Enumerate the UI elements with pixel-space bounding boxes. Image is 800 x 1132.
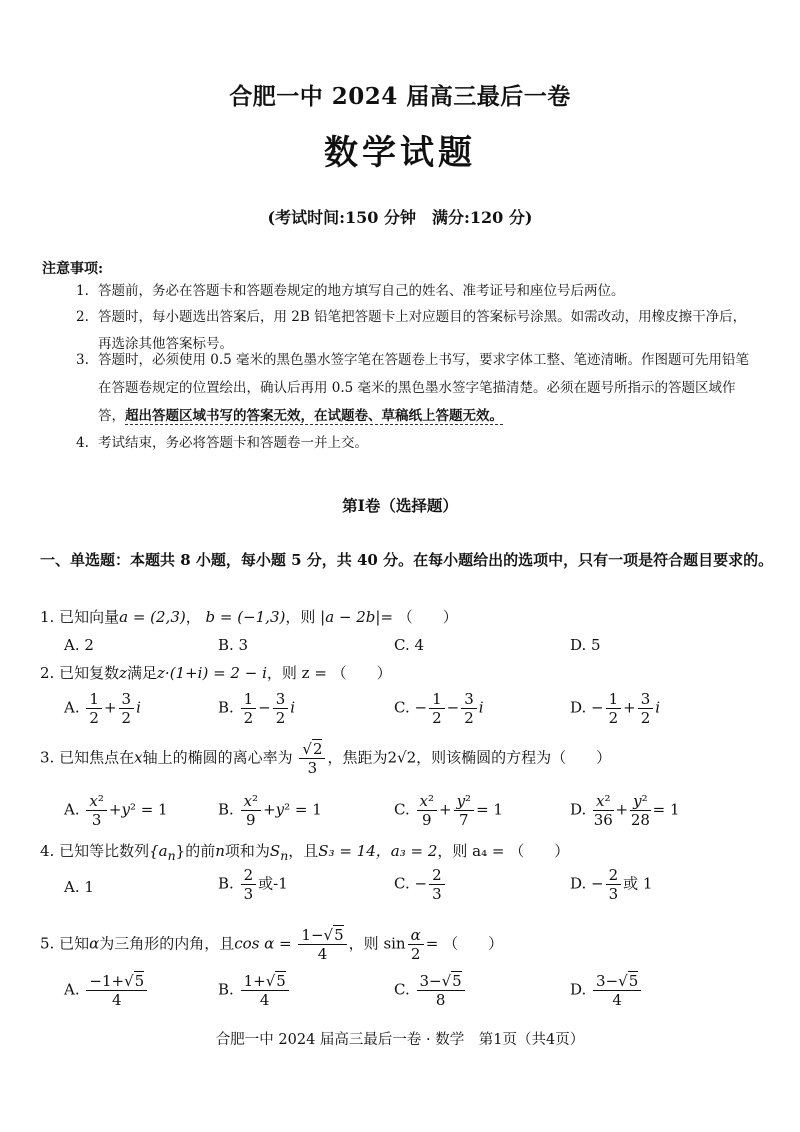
q3-option-c: C. $\frac{\text{x²}}{9}$ + $\frac{\text{y²}}{7}$ = 1 (394, 792, 503, 829)
q5-option-a: A. $\frac{-1+√5}{4}$ (64, 972, 149, 1009)
question-3: 3. 已知焦点在x轴上的椭圆的离心率为 $\frac{√2}{3}$ ，焦距为2√2，则该椭圆的方程为（ ） (40, 740, 612, 777)
q4-option-d: D. − $\frac{2}{3}$ 或 1 (570, 866, 653, 903)
q2-option-b: B. $\frac{1}{2}$ − $\frac{3}{2}$ i (218, 690, 296, 727)
exam-info: (考试时间:150 分钟 满分:120 分) (267, 208, 533, 227)
question-4: 4. 已知等比数列$\{a_n\}$的前n项和为$S_n$，且S₃ = 14，a₃ = 2，则 a₄ = （ ） (40, 842, 570, 863)
q4-option-a: A. 1 (64, 878, 94, 896)
q4-option-b: B. $\frac{2}{3}$ 或-1 (218, 866, 288, 903)
notice-item: 1. 答题前，务必在答题卡和答题卷规定的地方填写自己的姓名、准考证号和座位号后两位。 (76, 283, 625, 299)
section-title: 第Ⅰ卷（选择题） (342, 496, 458, 515)
q3-option-b: B. $\frac{\text{x²}}{9}$ +y² = 1 (218, 792, 322, 829)
page-footer: 合肥一中 2024 届高三最后一卷 · 数学 第1页（共4页） (215, 1032, 585, 1048)
question-5: 5. 已知α为三角形的内角，且cos α = $\frac{1-√5}{4}$ ，则 sin $\frac{\alpha}{2}$ = （ ） (40, 926, 504, 963)
q1-option-c: C. 4 (394, 636, 425, 654)
notice-highlight: 超出答题区域书写的答案无效，在试题卷、草稿纸上答题无效。 (125, 408, 503, 424)
q5-option-d: D. $\frac{3-√5}{4}$ (570, 972, 643, 1009)
q5-option-c: C. $\frac{3-√5}{8}$ (394, 972, 467, 1009)
q2-option-a: A. $\frac{1}{2}$ + $\frac{3}{2}$ i (64, 690, 141, 727)
q5-option-b: B. $\frac{1+√5}{4}$ (218, 972, 291, 1009)
subject-title: 数学试题 (324, 133, 476, 173)
q4-option-c: C. − $\frac{2}{3}$ (394, 866, 447, 903)
notice-item: 2. 答题时，每小题选出答案后，用 2B 铅笔把答题卡上对应题目的答案标号涂黑。如需改动，用橡皮擦干净后，再选涂其他答案标号。 (76, 309, 747, 352)
question-2: 2. 已知复数z满足z·(1+i) = 2 − i，则 z = （ ） (40, 664, 392, 682)
notice-heading: 注意事项: (42, 261, 104, 277)
q2-option-c: C. − $\frac{1}{2}$ − $\frac{3}{2}$ i (394, 690, 484, 727)
q2-option-d: D. − $\frac{1}{2}$ + $\frac{3}{2}$ i (570, 690, 661, 727)
notice-item: 4. 考试结束，务必将答题卡和答题卷一并上交。 (76, 435, 368, 451)
question-1: 1. 已知向量a = (2,3)， b = (−1,3)，则 |a − 2b|= （ ） (40, 608, 458, 626)
notice-item: 3. 答题时，必须使用 0.5 毫米的黑色墨水签字笔在答题卷上书写，要求字体工整、笔迹清晰。作图题可先用铅笔在答题卷规定的位置绘出，确认后再用 0.5 毫米的黑色墨水签字笔描清楚。必须在题号所指示的答题区域作答，超出答题区域书写的答案无效，在试题卷、草稿纸上答题无效。 (76, 352, 750, 424)
q3-option-d: D. $\frac{\text{x²}}{36}$ + $\frac{\text{y²}}{28}$ = 1 (570, 792, 680, 829)
q1-option-b: B. 3 (218, 636, 249, 654)
exam-title: 合肥一中 2024 届高三最后一卷 (229, 83, 571, 110)
q3-option-a: A. $\frac{\text{x²}}{3}$ +y² = 1 (64, 792, 168, 829)
section-intro: 一、单选题：本题共 8 小题，每小题 5 分，共 40 分。在每小题给出的选项中，只有一项是符合题目要求的。 (40, 551, 774, 569)
q1-option-d: D. 5 (570, 636, 601, 654)
q1-option-a: A. 2 (64, 636, 94, 654)
